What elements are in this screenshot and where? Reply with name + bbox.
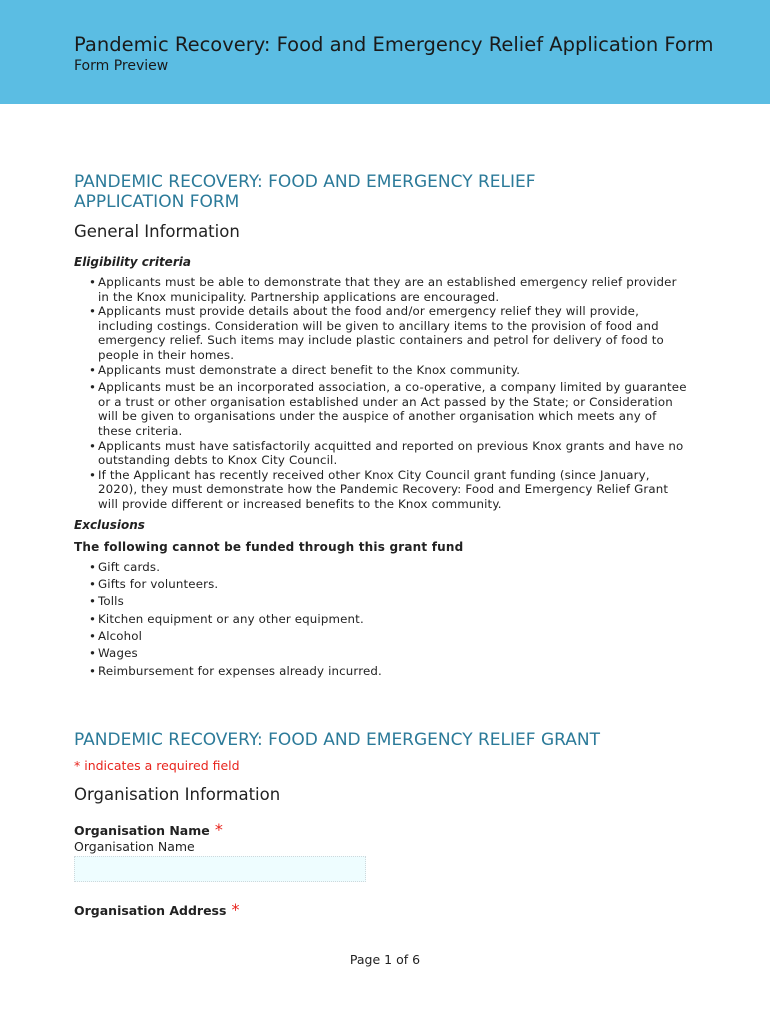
list-item: • Applicants must have satisfactorily acquitted and reported on previous Knox grants and have no outstanding debts to Knox City Council.	[98, 439, 688, 468]
page-number: Page 1 of 6	[349, 952, 421, 967]
exclusions-list	[74, 560, 688, 679]
form-title: Pandemic Recovery: Food and Emergency Relief Application Form	[74, 33, 714, 56]
required-marker: *	[231, 900, 240, 920]
list-item: • Wages	[98, 646, 688, 661]
field-label: Organisation Name	[74, 823, 210, 839]
list-item: • Applicants must provide details about the food and/or emergency relief they will provide, including costings. Consideration will be given to ancillary items to the provision of food and emergency relief. Such items may include plastic containers and petrol for delivery of food to people in their homes.	[98, 304, 688, 362]
list-item: • Applicants must be an incorporated association, a co-operative, a company limited by guarantee or a trust or other organisation established under an Act passed by the State; or Consideration will be given to organisations under the auspice of another organisation which meets any of these criteria.	[98, 380, 688, 438]
list-item: • Gift cards.	[98, 560, 688, 575]
list-item: • Applicants must demonstrate a direct benefit to the Knox community.	[98, 363, 688, 378]
list-item: • Tolls	[98, 594, 688, 609]
field-label: Organisation Address	[74, 903, 227, 919]
section-heading: Organisation Information	[74, 785, 281, 805]
eligibility-label: Eligibility criteria	[74, 255, 191, 269]
form-body	[74, 172, 694, 919]
list-item: • Gifts for volunteers.	[98, 577, 688, 592]
exclusions-intro: The following cannot be funded through this grant fund	[74, 539, 464, 554]
list-item: • Kitchen equipment or any other equipment.	[98, 612, 688, 627]
list-item: • If the Applicant has recently received other Knox City Council grant funding (since January, 2020), they must demonstrate how the Pandemic Recovery: Food and Emergency Relief Grant will provide different or increased benefits to the Knox community.	[98, 468, 688, 512]
eligibility-list	[74, 275, 688, 512]
field-organisation-name	[74, 820, 694, 882]
section-heading: General Information	[74, 222, 240, 241]
list-item: • Reimbursement for expenses already incurred.	[98, 664, 688, 679]
form-subtitle: Form Preview	[74, 58, 169, 74]
form-header	[0, 0, 770, 104]
organisation-name-input[interactable]	[74, 856, 366, 882]
field-organisation-address	[74, 900, 694, 919]
required-field-note: * indicates a required field	[74, 758, 240, 774]
section-title: PANDEMIC RECOVERY: FOOD AND EMERGENCY RELIEF GRANT	[74, 730, 600, 751]
list-item: • Applicants must be able to demonstrate that they are an established emergency relief provider in the Knox municipality. Partnership applications are encouraged.	[98, 275, 688, 304]
field-sublabel: Organisation Name	[74, 839, 195, 855]
required-marker: *	[214, 820, 223, 840]
list-item: • Alcohol	[98, 629, 688, 644]
exclusions-label: Exclusions	[74, 517, 145, 532]
section-title: PANDEMIC RECOVERY: FOOD AND EMERGENCY RELIEF APPLICATION FORM	[74, 172, 536, 212]
